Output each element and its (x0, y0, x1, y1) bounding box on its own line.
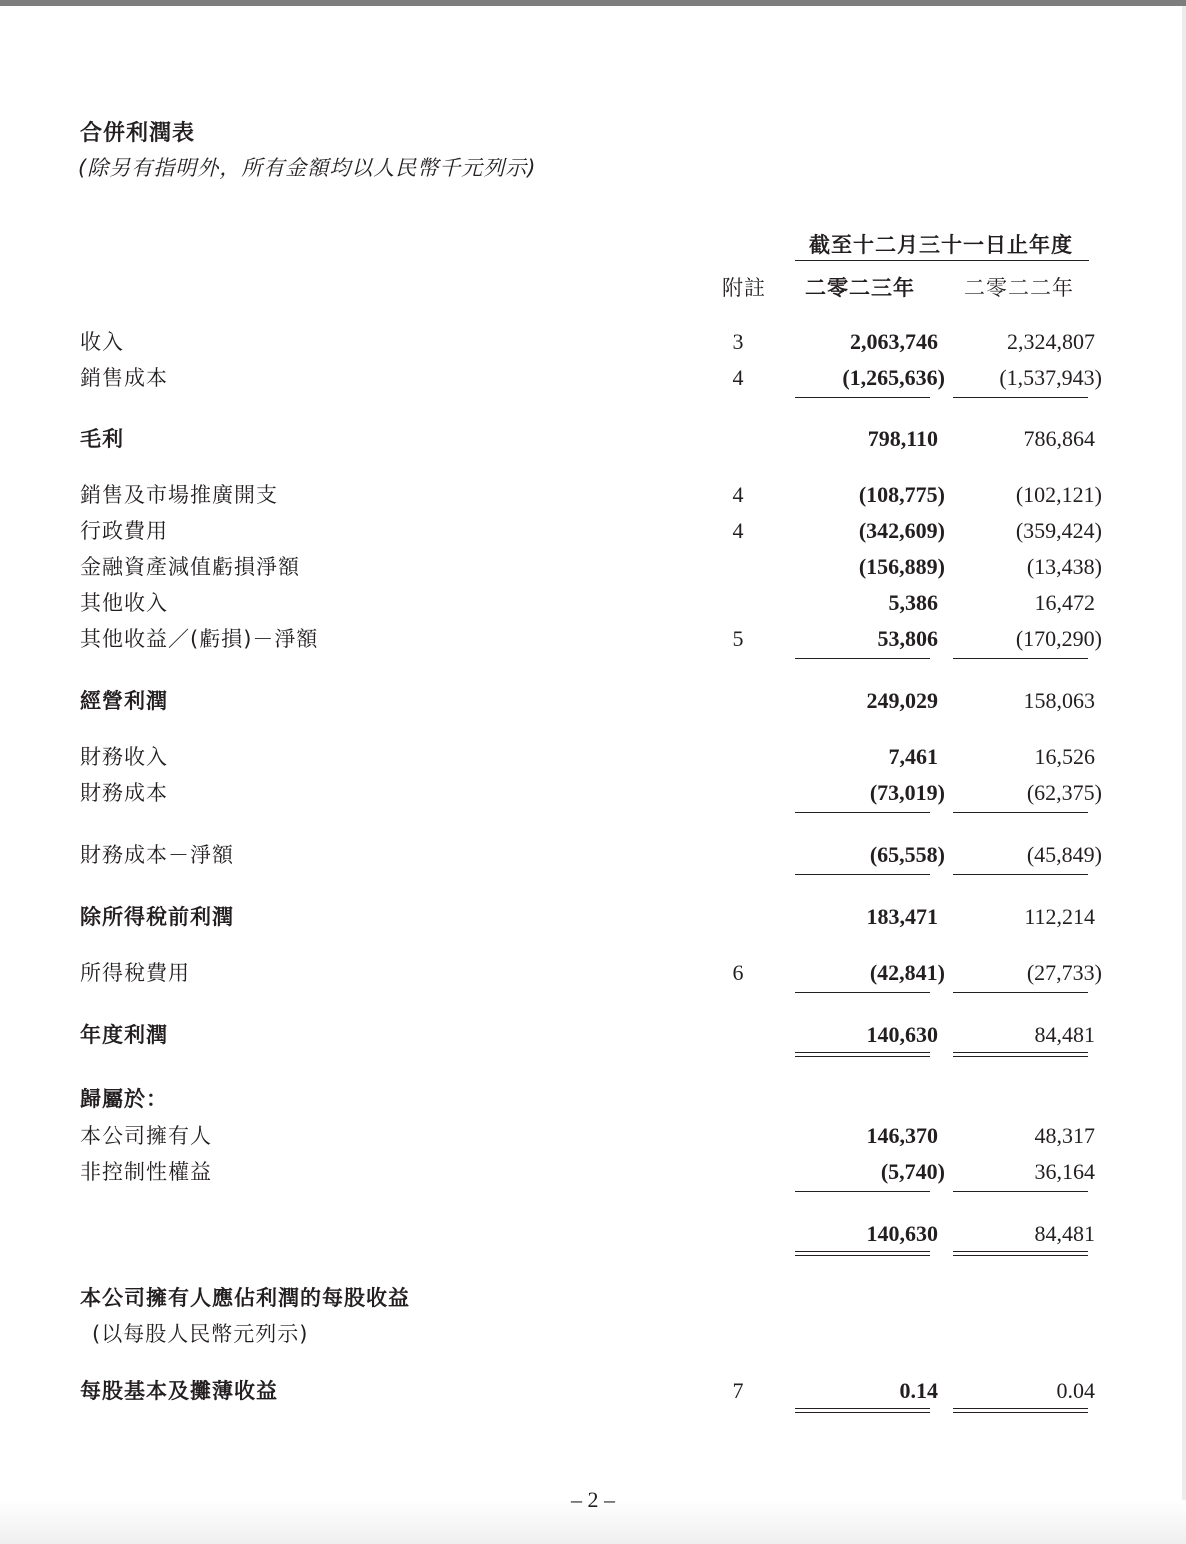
value-2022: (62,375) (1026, 780, 1102, 805)
value-2022: 158,063 (1023, 688, 1095, 713)
row-label: 年度利潤 (80, 1023, 168, 1047)
row-label: 銷售成本 (80, 366, 168, 390)
value-2022: 36,164 (1034, 1159, 1095, 1184)
subtotal-rule (795, 397, 930, 398)
value-2023: 7,461 (888, 744, 938, 769)
value-2022: (45,849) (1026, 842, 1102, 867)
row-label: 非控制性權益 (80, 1160, 212, 1184)
value-2022: 786,864 (1023, 426, 1095, 451)
row-note: 6 (732, 960, 744, 985)
row-note: 7 (732, 1378, 744, 1403)
subtotal-rule (795, 812, 930, 813)
row-profit-before-tax (0, 902, 1186, 932)
current-year-header: 二零二三年 (805, 276, 915, 300)
value-2022: (170,290) (1015, 626, 1102, 651)
row-eps-unit (0, 1319, 1186, 1349)
period-rule (795, 260, 1089, 261)
row-other-gains (0, 624, 1186, 654)
row-label: 本公司擁有人 (80, 1124, 212, 1148)
subtotal-rule (795, 658, 930, 659)
value-2022: (1,537,943) (999, 365, 1102, 390)
value-2022: (359,424) (1015, 518, 1102, 543)
row-operating-profit (0, 686, 1186, 716)
row-label: 收入 (80, 330, 124, 354)
row-attributable-heading (0, 1084, 1186, 1114)
row-label: 金融資產減值虧損淨額 (80, 555, 300, 579)
page-number: – 2 – (571, 1487, 615, 1512)
row-selling-expenses (0, 480, 1186, 510)
row-label: 本公司擁有人應佔利潤的每股收益 (80, 1286, 410, 1310)
value-2022: 16,526 (1034, 744, 1095, 769)
period-header: 截至十二月三十一日止年度 (809, 233, 1073, 257)
row-profit-for-year (0, 1020, 1186, 1050)
value-2023: 0.14 (899, 1378, 938, 1403)
subtotal-rule (953, 397, 1088, 398)
row-label: 財務成本 (80, 781, 168, 805)
row-note: 4 (732, 518, 744, 543)
row-finance-costs-net (0, 840, 1186, 870)
row-gross-profit (0, 424, 1186, 454)
row-revenue (0, 327, 1186, 357)
value-2023: 183,471 (866, 904, 938, 929)
note-column-header: 附註 (722, 276, 766, 300)
value-2022: 48,317 (1034, 1123, 1095, 1148)
row-label: 所得稅費用 (80, 961, 190, 985)
total-double-rule (953, 1052, 1088, 1057)
value-2022: 2,324,807 (1007, 329, 1095, 354)
row-label: 歸屬於： (80, 1087, 168, 1111)
row-label: 其他收入 (80, 591, 168, 615)
row-label: 行政費用 (80, 519, 168, 543)
value-2023: (73,019) (869, 780, 945, 805)
value-2023: (5,740) (880, 1159, 945, 1184)
row-finance-costs (0, 778, 1186, 808)
row-label: 銷售及市場推廣開支 (80, 483, 278, 507)
value-2023: (42,841) (869, 960, 945, 985)
subtotal-rule (795, 992, 930, 993)
row-eps (0, 1376, 1186, 1406)
row-note: 4 (732, 482, 744, 507)
subtotal-rule (953, 874, 1088, 875)
total-double-rule (953, 1408, 1088, 1413)
subtotal-rule (795, 874, 930, 875)
row-label: 其他收益／(虧損)－淨額 (80, 627, 319, 651)
value-2023: 53,806 (877, 626, 938, 651)
value-2023: 798,110 (867, 426, 938, 451)
subtotal-rule (953, 812, 1088, 813)
value-2023: (1,265,636) (842, 365, 945, 390)
row-label: 財務成本－淨額 (80, 843, 234, 867)
value-2023: 2,063,746 (850, 329, 938, 354)
total-double-rule (795, 1408, 930, 1413)
row-note: 4 (732, 365, 744, 390)
total-double-rule (795, 1052, 930, 1057)
prior-year-header: 二零二二年 (964, 276, 1074, 300)
row-income-tax (0, 958, 1186, 988)
total-double-rule (953, 1251, 1088, 1256)
subtotal-rule (953, 1191, 1088, 1192)
row-impairment-losses (0, 552, 1186, 582)
right-edge-shadow (1182, 6, 1186, 1544)
row-cost-of-sales (0, 363, 1186, 393)
value-2023: (108,775) (858, 482, 945, 507)
row-finance-income (0, 742, 1186, 772)
value-2023: 146,370 (866, 1123, 938, 1148)
row-label: 經營利潤 (80, 689, 168, 713)
value-2022: (13,438) (1026, 554, 1102, 579)
value-2023: 5,386 (888, 590, 938, 615)
row-label: 每股基本及攤薄收益 (80, 1379, 278, 1403)
total-double-rule (795, 1251, 930, 1256)
row-owners (0, 1121, 1186, 1151)
value-2022: 16,472 (1034, 590, 1095, 615)
row-non-controlling (0, 1157, 1186, 1187)
value-2023: (342,609) (858, 518, 945, 543)
subtotal-rule (795, 1191, 930, 1192)
value-2023: (65,558) (869, 842, 945, 867)
value-2023: 140,630 (866, 1022, 938, 1047)
statement-subtitle: (除另有指明外，所有金額均以人民幣千元列示) (78, 156, 537, 180)
value-2022: 84,481 (1034, 1221, 1095, 1246)
row-eps-heading (0, 1283, 1186, 1313)
statement-title: 合併利潤表 (80, 121, 196, 146)
value-2022: 84,481 (1034, 1022, 1095, 1047)
value-2023: (156,889) (858, 554, 945, 579)
row-admin-expenses (0, 516, 1186, 546)
subtotal-rule (953, 992, 1088, 993)
value-2022: 112,214 (1024, 904, 1095, 929)
subtotal-rule (953, 658, 1088, 659)
value-2023: 249,029 (866, 688, 938, 713)
row-other-income (0, 588, 1186, 618)
top-border (0, 0, 1186, 6)
row-note: 5 (732, 626, 744, 651)
row-label: 毛利 (80, 427, 124, 451)
value-2023: 140,630 (866, 1221, 938, 1246)
row-attributable-total (0, 1219, 1186, 1249)
value-2022: 0.04 (1056, 1378, 1095, 1403)
row-note: 3 (732, 329, 744, 354)
value-2022: (27,733) (1026, 960, 1102, 985)
row-label: (以每股人民幣元列示) (92, 1322, 309, 1346)
row-label: 除所得稅前利潤 (80, 905, 234, 929)
row-label: 財務收入 (80, 745, 168, 769)
value-2022: (102,121) (1015, 482, 1102, 507)
